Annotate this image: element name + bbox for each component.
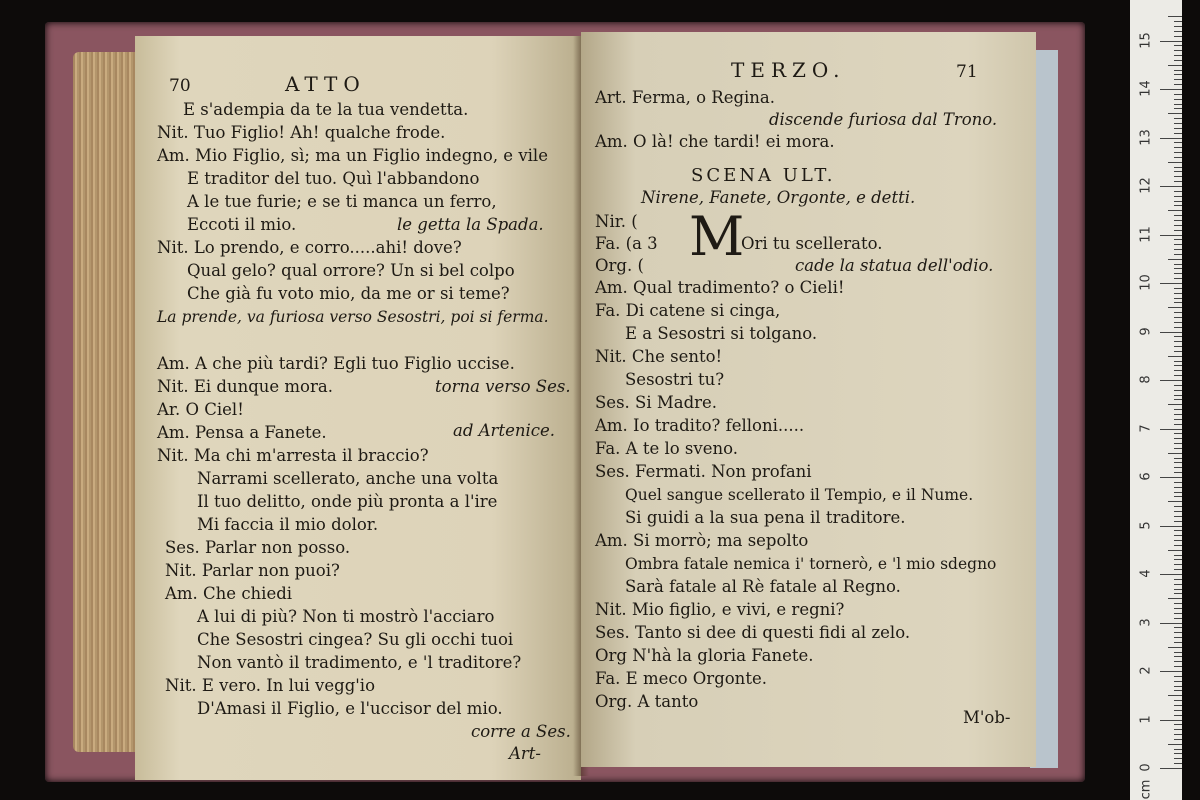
ruler-tick [1174,569,1182,570]
text-line: A lui di più? Non ti mostrò l'acciaro [197,607,495,626]
ruler-tick [1168,113,1182,114]
ruler-tick [1174,656,1182,657]
ruler-tick [1174,239,1182,240]
ruler-tick [1168,453,1182,454]
ruler-tick [1174,424,1182,425]
text-line: Si guidi a la sua pena il traditore. [625,508,906,527]
ruler-tick [1174,700,1182,701]
stage-direction: corre a Ses. [471,722,571,741]
ruler-tick [1174,690,1182,691]
ruler-tick [1174,108,1182,109]
text-line: Narrami scellerato, anche una volta [197,469,499,488]
text-line: E a Sesostri si tolgano. [625,324,818,343]
scene-heading: SCENA ULT. [691,165,836,186]
ruler-number: 1 [1138,714,1154,724]
ruler-tick [1174,36,1182,37]
ruler-tick [1174,462,1182,463]
text-line: Ombra fatale nemica i' tornerò, e 'l mio sdegno [625,555,997,573]
ruler-number: 8 [1138,375,1154,384]
text-line: Nit. Ma chi m'arresta il braccio? [157,446,429,465]
ruler-tick [1174,181,1182,182]
ruler-tick [1174,361,1182,362]
ruler-tick [1174,710,1182,711]
ruler-tick [1174,399,1182,400]
ruler-tick [1174,414,1182,415]
ruler-number: 12 [1138,177,1154,194]
ruler-tick [1174,167,1182,168]
catchword: M'ob- [963,708,1011,727]
ruler-tick [1174,753,1182,754]
ruler-number: 13 [1138,128,1154,146]
text-line: Che già fu voto mio, da me or si teme? [187,284,510,303]
ruler-number: 11 [1138,225,1154,243]
right-page [581,32,1036,767]
ruler-tick [1174,50,1182,51]
text-line: A le tue furie; e se ti manca un ferro, [187,192,497,211]
ruler-tick [1174,632,1182,633]
ruler-tick [1174,652,1182,653]
ruler-tick [1174,559,1182,560]
ruler-tick [1168,404,1182,405]
ruler-tick [1174,724,1182,725]
ruler-number: 6 [1138,472,1154,481]
text-line: Am. Che chiedi [165,584,293,603]
ruler-tick [1174,171,1182,172]
ruler-tick [1174,99,1182,100]
ruler-tick [1168,647,1182,648]
page-number: 70 [169,76,191,96]
ruler-tick [1174,511,1182,512]
ruler-tick [1174,608,1182,609]
text-line: Am. Pensa a Fanete. [157,423,327,442]
ruler-tick [1174,579,1182,580]
ruler-number: 7 [1138,423,1154,433]
text-line: Am. Io tradito? felloni..... [595,416,805,435]
ruler-tick [1174,74,1182,75]
ruler-tick [1174,205,1182,206]
text-line: Am. Qual tradimento? o Cieli! [595,278,845,297]
ruler-tick [1174,94,1182,95]
text-line: Qual gelo? qual orrore? Un si bel colpo [187,261,515,280]
ruler-tick [1160,526,1182,527]
open-book [45,22,1085,790]
ruler-tick [1174,681,1182,682]
text-line: Org N'hà la gloria Fanete. [595,646,814,665]
ruler-tick [1174,593,1182,594]
ruler-tick [1168,356,1182,357]
ruler-tick [1174,365,1182,366]
stage-direction: le getta la Spada. [397,215,544,234]
ruler-tick [1174,482,1182,483]
ruler-tick [1168,210,1182,211]
ruler-tick [1174,443,1182,444]
ruler-tick [1174,133,1182,134]
ruler-tick [1174,312,1182,313]
text-line: Ses. Si Madre. [595,393,718,412]
ruler-tick [1174,31,1182,32]
stage-direction: cade la statua dell'odio. [795,256,994,275]
text-line: Ar. O Ciel! [157,400,244,419]
ruler-tick [1160,41,1182,42]
ruler-tick [1174,448,1182,449]
text-line: Nit. Lo prendo, e corro.....ahi! dove? [157,238,462,257]
ruler-tick [1160,283,1182,284]
ruler-tick [1174,341,1182,342]
ruler-tick [1174,21,1182,22]
ruler-tick [1174,584,1182,585]
ruler-tick [1174,123,1182,124]
ruler-tick [1160,720,1182,721]
ruler-tick [1174,104,1182,105]
ruler-number: 4 [1138,569,1154,578]
ruler-tick [1174,26,1182,27]
page-number: 71 [956,62,978,82]
ruler-tick [1174,739,1182,740]
ruler-tick [1174,409,1182,410]
ruler-tick [1174,176,1182,177]
text-line: Nit. Ei dunque mora. [157,377,333,396]
ruler-tick [1174,419,1182,420]
text-line: Ses. Tanto si dee di questi fidi al zelo. [595,623,911,642]
ruler-tick [1174,70,1182,71]
text-line: Ses. Fermati. Non profani [595,462,812,481]
text-line: Sarà fatale al Rè fatale al Regno. [625,577,901,596]
text-line: Che Sesostri cingea? Su gli occhi tuoi [197,630,514,649]
ruler-tick [1174,535,1182,536]
ruler-tick [1174,676,1182,677]
ruler-tick [1174,763,1182,764]
ruler-tick [1174,603,1182,604]
ruler-tick [1174,637,1182,638]
ruler-tick [1174,370,1182,371]
ruler-tick [1174,220,1182,221]
text-line: Nit. Tuo Figlio! Ah! qualche frode. [157,123,446,142]
ruler-tick [1160,768,1182,769]
ruler-tick [1174,249,1182,250]
ruler-tick [1174,351,1182,352]
ruler-tick [1174,506,1182,507]
ruler-tick [1174,317,1182,318]
text-line: E s'adempia da te la tua vendetta. [183,100,469,119]
ruler-number: 15 [1138,31,1154,49]
ruler-tick [1174,268,1182,269]
text-line: D'Amasi il Figlio, e l'uccisor del mio. [197,699,503,718]
ruler-tick [1174,273,1182,274]
ruler-tick [1174,152,1182,153]
ruler-tick [1174,661,1182,662]
text-line: Nit. E vero. In lui vegg'io [165,676,376,695]
ruler-tick [1174,521,1182,522]
text-line: Nir. ( [595,212,638,231]
ruler-tick [1174,564,1182,565]
stage-direction: torna verso Ses. [435,377,571,396]
ruler-tick [1174,705,1182,706]
text-line: Eccoti il mio. [187,215,297,234]
ruler-tick [1174,729,1182,730]
ruler-number: 10 [1138,274,1154,291]
ruler-tick [1168,259,1182,260]
ruler-tick [1174,147,1182,148]
ruler-tick [1168,550,1182,551]
ruler-tick [1174,530,1182,531]
ruler-tick [1174,45,1182,46]
text-line: Am. Si morrò; ma sepolto [595,531,809,550]
ruler-tick [1174,128,1182,129]
ruler-tick [1174,254,1182,255]
ruler-tick [1168,16,1182,17]
ruler-tick [1174,84,1182,85]
ruler-tick [1174,55,1182,56]
text-line: Nit. Parlar non puoi? [165,561,340,580]
ruler-tick [1160,623,1182,624]
ruler-tick [1174,433,1182,434]
ruler-tick [1174,60,1182,61]
ruler-tick [1174,545,1182,546]
ruler-tick [1174,589,1182,590]
ruler-tick [1174,298,1182,299]
text-line: Org. A tanto [595,692,699,711]
ruler-number: 14 [1138,80,1154,97]
ruler-tick [1174,201,1182,202]
ruler-tick [1174,322,1182,323]
left-page [135,36,581,780]
ruler-tick [1174,438,1182,439]
text-line: Fa. Di catene si cinga, [595,301,781,320]
page-header: ATTO [285,72,366,96]
measurement-ruler [1130,0,1182,800]
text-line: Am. A che più tardi? Egli tuo Figlio uccise. [157,354,515,373]
ruler-tick [1174,191,1182,192]
page-header: TERZO. [731,58,846,82]
ruler-tick [1160,89,1182,90]
ruler-tick [1160,332,1182,333]
ruler-number: 0 [1138,763,1154,772]
ruler-tick [1174,715,1182,716]
ruler-tick [1174,395,1182,396]
ruler-tick [1174,244,1182,245]
text-line: Fa. (a 3 [595,234,658,253]
scene-characters: Nirene, Fanete, Orgonte, e detti. [641,188,916,207]
ruler-tick [1174,487,1182,488]
ruler-tick [1174,492,1182,493]
ruler-tick [1174,142,1182,143]
ruler-tick [1160,574,1182,575]
ruler-number: 9 [1138,326,1154,336]
ruler-tick [1174,734,1182,735]
text-line: Sesostri tu? [625,370,725,389]
text-line: Ori tu scellerato. [741,234,883,253]
ruler-number: 5 [1138,520,1154,530]
ruler-unit: cm [1138,779,1154,800]
text-line: Org. ( [595,256,644,275]
ruler-tick [1174,749,1182,750]
ruler-tick [1174,496,1182,497]
drop-cap: M [689,205,745,268]
ruler-tick [1174,288,1182,289]
text-line: Fa. E meco Orgonte. [595,669,767,688]
text-line: Fa. A te lo sveno. [595,439,738,458]
ruler-tick [1174,293,1182,294]
ruler-tick [1160,380,1182,381]
ruler-tick [1174,758,1182,759]
text-line: Am. Mio Figlio, sì; ma un Figlio indegno, e vile [157,146,548,165]
ruler-tick [1168,501,1182,502]
ruler-tick [1174,540,1182,541]
text-line: E traditor del tuo. Quì l'abbandono [187,169,480,188]
ruler-tick [1160,429,1182,430]
ruler-tick [1174,467,1182,468]
ruler-tick [1174,230,1182,231]
text-line: Ses. Parlar non posso. [165,538,351,557]
ruler-tick [1174,666,1182,667]
ruler-tick [1174,642,1182,643]
ruler-tick [1174,472,1182,473]
stage-direction: La prende, va furiosa verso Sesostri, poi si ferma. [157,308,549,326]
ruler-tick [1174,215,1182,216]
ruler-tick [1174,686,1182,687]
ruler-tick [1160,671,1182,672]
text-line: Mi faccia il mio dolor. [197,515,379,534]
ruler-tick [1160,186,1182,187]
ruler-tick [1168,744,1182,745]
ruler-tick [1168,598,1182,599]
ruler-tick [1174,346,1182,347]
ruler-tick [1174,302,1182,303]
ruler-tick [1160,477,1182,478]
ruler-tick [1168,695,1182,696]
text-line: Non vantò il tradimento, e 'l traditore? [197,653,522,672]
ruler-tick [1174,225,1182,226]
text-line: Am. O là! che tardi! ei mora. [595,132,835,151]
ruler-number: 3 [1138,617,1154,627]
ruler-tick [1174,613,1182,614]
ruler-tick [1168,65,1182,66]
ruler-tick [1174,157,1182,158]
ruler-tick [1174,118,1182,119]
ruler-tick [1174,264,1182,265]
stage-direction: ad Artenice. [453,421,555,440]
text-line: Quel sangue scellerato il Tempio, e il Nume. [625,486,974,504]
ruler-tick [1160,138,1182,139]
ruler-tick [1174,375,1182,376]
ruler-tick [1160,235,1182,236]
ruler-tick [1174,618,1182,619]
ruler-tick [1174,278,1182,279]
ruler-tick [1168,307,1182,308]
text-line: Il tuo delitto, onde più pronta a l'ire [197,492,498,511]
text-line: Nit. Mio figlio, e vivi, e regni? [595,600,845,619]
text-line: Art. Ferma, o Regina. [595,88,776,107]
ruler-tick [1168,162,1182,163]
ruler-tick [1174,385,1182,386]
text-line: Nit. Che sento! [595,347,723,366]
ruler-tick [1174,336,1182,337]
ruler-tick [1174,196,1182,197]
ruler-tick [1174,627,1182,628]
ruler-number: 2 [1138,666,1154,675]
ruler-tick [1174,390,1182,391]
ruler-tick [1174,458,1182,459]
ruler-tick [1174,79,1182,80]
ruler-tick [1174,555,1182,556]
stage-direction: discende furiosa dal Trono. [769,110,998,129]
ruler-tick [1174,327,1182,328]
catchword: Art- [509,744,542,763]
ruler-tick [1174,516,1182,517]
